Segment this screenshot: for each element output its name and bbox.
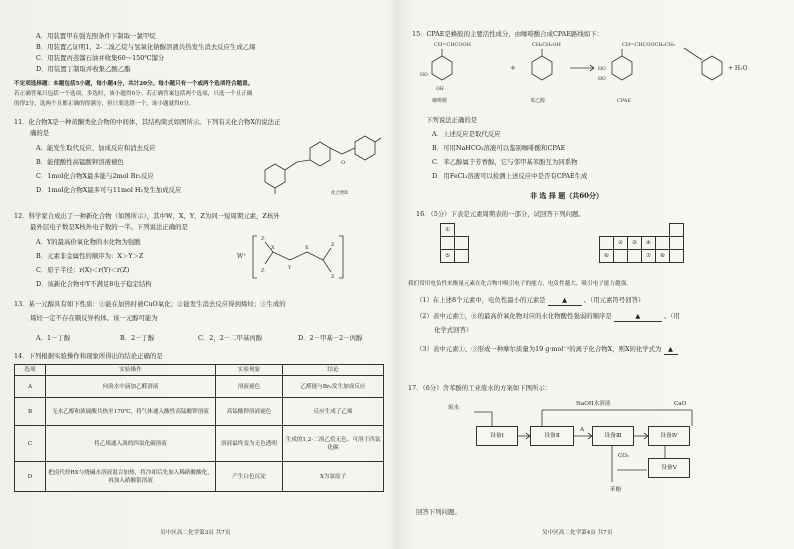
q16-part3-text: （3）表中元素①、③形成一种摩尔质量为19 g·mol⁻¹的离子化合物X，则X的化学式为 [416,345,662,353]
cao-label: CaO [674,401,687,407]
q16-part2 [416,312,680,322]
q15-stem: 15．CPAE是蜂胶的主要活性成分，由咖啡酸合成CPAE路线如下： [412,30,603,38]
q13-option-b: B．2－丁醇 [120,334,155,342]
q11-option-a: A．能发生取代反应、加成反应和消去反应 [36,144,156,152]
cpae-formula: CH=CHCOOCH₂CH₂ [622,42,675,48]
mc-intro-line1: 不定项选择题：本题包括5小题，每小题4分，共计20分。每小题只有一个或两个选项符合题意。 [14,81,254,87]
cation-label: W⁺ [237,253,247,260]
q16-part2-tail2: 化学式回答） [434,326,473,334]
q16-part2-blank[interactable]: ▲ [614,312,662,322]
svg-text:+: + [510,64,516,72]
waste-water-label: 废水 [448,405,460,411]
element-6: ⑥ [600,250,614,263]
row-d-operation: 把卤代烃RX与烧碱水溶液混合加热，将冷却后先加入稀硝酸酸化，再加入硝酸银溶液 [46,462,216,492]
svg-text:O: O [341,160,346,166]
q16-part1-blank[interactable]: ▲ [548,296,582,306]
mc-intro-line3: 的得2分，选两个且都正确的得满分，但只要选错一个，该小题就得0分。 [14,101,195,107]
q10-option-a: A．用装置甲在强光照条件下制取一氯甲烷 [36,32,156,40]
svg-text:Y: Y [288,265,292,271]
q12-option-a: A．Y的最高价氧化物的水化物为强酸 [36,238,141,246]
q10-option-d: D．用装置丁制取并收集乙酸乙酯 [36,65,131,73]
table-row [15,462,384,492]
compound-x-label: 化合物X [331,191,349,196]
svg-text:Z: Z [331,274,335,280]
q13-option-a: A．1－丁醇 [36,334,71,342]
phenol-label: 苯酚 [610,487,622,493]
element-4: ④ [642,237,656,250]
element-3: ③ [628,237,642,250]
q15-option-b: B．可用NaHCO₃溶液可以鉴别咖啡酸和CPAE [432,144,566,152]
header-phenomenon: 实验现象 [216,365,283,376]
row-c-conclusion: 生成的1,2-二溴乙烷无色、可溶于四氯化碳 [283,426,384,462]
q13-stem-1: 13．某一元醇具有如下性质：①能在加热时被CuO氧化；②能发生消去反应得到烯烃；③生成的 [14,300,286,308]
q16-part2-tail: 。（用 [663,312,680,320]
q16-part1 [416,296,644,306]
table-row [15,398,384,426]
compound-wxyz-structure [235,230,355,285]
svg-text:HO: HO [420,73,428,78]
cpae-label: CPAE [617,98,631,104]
caffeic-acid-label: 咖啡酸 [432,98,448,104]
q12-option-d: D．该新化合物中Y不满足8电子稳定结构 [36,280,152,288]
co2-label: CO₂ [618,453,630,459]
q15-question: 下列说法正确的是 [426,116,478,124]
stream-a-label: A [580,427,585,433]
element-2: ② [614,237,628,250]
naoh-label: NaOH水溶液 [576,401,611,407]
q12-stem-1: 12．科学家合成出了一种新化合物（如图所示），其中W、X、Y、Z为同一短周期元素，Z核外 [14,212,280,220]
table-row [15,376,384,398]
svg-text:HO: HO [598,77,606,82]
q16-part1-tail: 。（用元素符号回答） [583,296,645,304]
row-a-option: A [15,376,46,398]
header-option: 选项 [15,365,46,376]
element-8: ⑧ [656,250,670,263]
q17-tail: 回答下列问题。 [416,508,461,516]
q15-option-c: C．苯乙醇属于芳香醇，它与邻甲基苯酚互为同系物 [432,158,578,166]
row-c-option: C [15,426,46,462]
q10-option-c: C．用装置丙蒸馏石油并收集60～150℃馏分 [36,54,165,62]
table-row [15,426,384,462]
header-operation: 实验操作 [46,365,216,376]
svg-text:X: X [271,245,275,251]
element-1: ① [441,224,455,237]
device-5: 设备Ⅴ [648,458,690,478]
right-page-footer: 吴中区高二化学第4页 共7页 [542,530,613,536]
right-page [408,0,774,549]
element-7: ⑦ [642,250,656,263]
svg-text:Z: Z [261,268,265,274]
q11-option-c: C．1mol化合物X最多能与2mol Br₂反应 [36,172,154,180]
caffeic-acid-formula: CH=CHCOOH [434,42,471,48]
row-b-option: B [15,398,46,426]
svg-text:X: X [305,245,309,251]
table-header-row [15,365,384,376]
q11-option-d: D．1mol化合物X最多可与11mol H₂发生加成反应 [36,186,182,194]
row-a-conclusion: 乙醛能与Br₂发生加成反应 [283,376,384,398]
left-page [14,0,386,549]
section-title-nonchoice: 非 选 择 题（共60分） [530,191,604,200]
row-c-operation: 将乙烯通入溴的四氯化碳溶液 [46,426,216,462]
q16-part3 [416,345,678,355]
row-b-phenomenon: 高锰酸钾溶液褪色 [216,398,283,426]
q11-stem-2: 确的是 [30,129,50,137]
row-a-phenomenon: 溶液褪色 [216,376,283,398]
phenylethanol-formula: CH₂CH₂OH [532,42,561,48]
row-b-operation: 无水乙醇和浓硫酸共热至170℃，将气体通入酸性高锰酸钾溶液 [46,398,216,426]
q13-stem-2: 烯烃一定不存在顺反异构体。该一元醇可能为 [30,314,158,322]
device-3: 设备Ⅲ [592,426,634,446]
q16-stem: 16．（5分）下表是元素周期表的一部分，试回答下列问题。 [416,210,585,218]
water-product: + H₂O [728,65,748,72]
q13-option-c: C．2，2－二甲基丙醇 [198,334,263,342]
q12-option-b: B．元素非金属性的顺序为：X＞Y＞Z [36,252,144,260]
phenylethanol-label: 苯乙醇 [530,98,546,104]
svg-text:OH: OH [436,87,444,92]
q11-option-b: B．能使酸性高锰酸钾溶液褪色 [36,158,124,166]
q14-stem: 14．下列根据实验操作和现象所得出的结论正确的是 [14,352,163,360]
row-d-conclusion: X为氯原子 [283,462,384,492]
device-4: 设备Ⅳ [648,426,690,446]
device-2: 设备Ⅱ [530,426,574,446]
q16-part1-text: （1）在上述8个元素中，电负性最小的元素是 [416,296,546,304]
cpae-synthesis-scheme [412,40,772,110]
q16-part3-blank[interactable]: ▲ [664,345,678,355]
row-d-phenomenon: 产生白色沉淀 [216,462,283,492]
periodic-table-fragment [440,223,684,263]
mc-intro-line2: 若正确答案只包括一个选项，多选时，该小题得0分；若正确答案包括两个选项，只选一个且正确 [14,91,253,97]
element-5: ⑤ [441,250,455,263]
svg-text:Z: Z [331,242,335,248]
row-a-operation: 向溴水中滴加乙醛溶液 [46,376,216,398]
row-b-conclusion: 反应生成了乙烯 [283,398,384,426]
q14-table [14,364,384,492]
q16-part2-text: （2）表中元素⑦，⑧的最高价氧化物对应的水化物酸性强弱的顺序是 [416,312,612,320]
compound-x-structure [235,128,385,198]
electronegativity-note: 我们常用电负性来衡量元素在化合物中吸引电子的能力，电负性越大，吸引电子能力越强。 [408,281,632,287]
row-c-phenomenon: 溶液最终变为无色透明 [216,426,283,462]
svg-text:Z: Z [261,236,265,242]
q17-stem: 17．（6分）含苯酚的工业废水的方案如下图所示： [408,384,552,392]
q13-option-d: D．2－甲基－2－丙醇 [298,334,363,342]
q10-option-b: B．用装置乙证明1，2-二溴乙烷与氢氧化钠醇溶液共热发生消去反应生成乙烯 [36,43,256,51]
q12-option-c: C．原子半径：r(X)＜r(Y)＜r(Z) [36,266,130,274]
q12-stem-2: 最外层电子数是X核外电子数的一半。下列说法正确的是 [30,223,188,231]
svg-text:HO: HO [598,67,606,72]
device-1: 设备Ⅰ [476,426,518,446]
left-page-footer: 吴中区高二化学第3页 共7页 [160,530,231,536]
q15-option-a: A．上述反应是取代反应 [432,130,501,138]
row-d-option: D [15,462,46,492]
q15-option-d: D．用FeCl₃溶液可以检测上述反应中是否有CPAE生成 [432,172,588,180]
wastewater-flowchart [412,398,772,498]
q11-stem-1: 11．化合物X是一种黄酮类化合物的中间体，其结构简式如图所示。下列有关化合物X的说法正 [14,118,281,126]
header-conclusion: 结论 [283,365,384,376]
